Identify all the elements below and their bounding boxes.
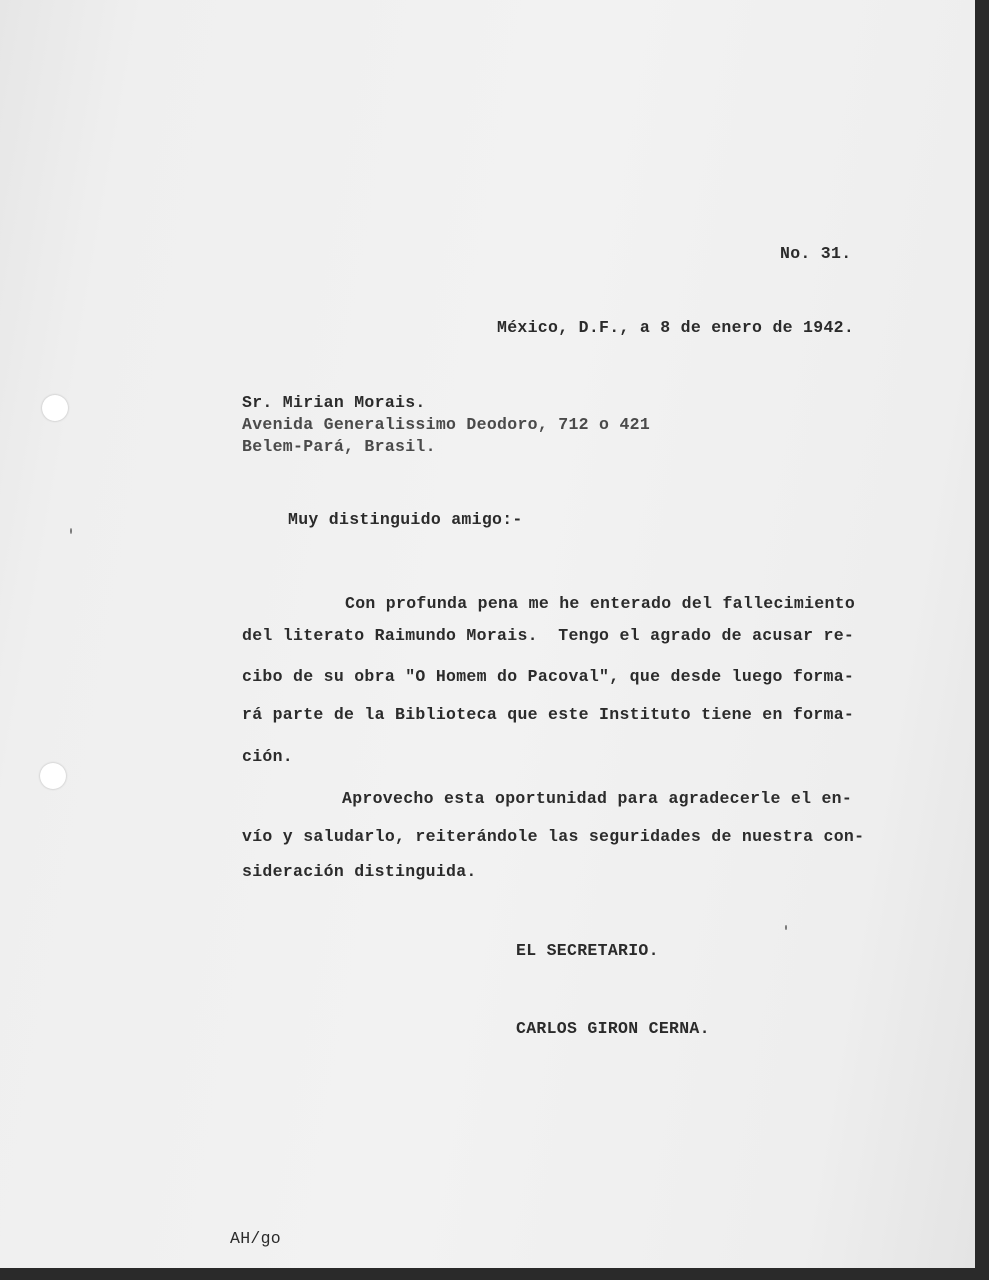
place-date: México, D.F., a 8 de enero de 1942.: [497, 318, 855, 337]
paragraph2-line: sideración distinguida.: [242, 862, 477, 881]
paragraph1-line: del literato Raimundo Morais. Tengo el agrado de acusar re-: [242, 626, 855, 645]
typist-initials: AH/go: [230, 1229, 282, 1248]
paper-speck: [785, 925, 787, 930]
closing-title: EL SECRETARIO.: [516, 941, 659, 960]
punch-hole-bottom: [40, 763, 66, 789]
paragraph1-line: cibo de su obra "O Homem do Pacoval", que desde luego forma-: [242, 667, 855, 686]
paragraph2-line: vío y saludarlo, reiterándole las seguridades de nuestra con-: [242, 827, 865, 846]
paper-speck: [70, 528, 72, 534]
letter-number: No. 31.: [780, 244, 852, 263]
paragraph2-line: Aprovecho esta oportunidad para agradecerle el en-: [342, 789, 853, 808]
signatory-name: CARLOS GIRON CERNA.: [516, 1019, 710, 1038]
recipient-address-line2: Belem-Pará, Brasil.: [242, 437, 436, 456]
salutation: Muy distinguido amigo:-: [288, 510, 523, 529]
recipient-name: Sr. Mirian Morais.: [242, 393, 426, 412]
paragraph1-line: ción.: [242, 747, 294, 766]
paragraph1-line: Con profunda pena me he enterado del fallecimiento: [345, 594, 856, 613]
recipient-address-line1: Avenida Generalissimo Deodoro, 712 o 421: [242, 415, 651, 434]
paragraph1-line: rá parte de la Biblioteca que este Instituto tiene en forma-: [242, 705, 855, 724]
punch-hole-top: [42, 395, 68, 421]
